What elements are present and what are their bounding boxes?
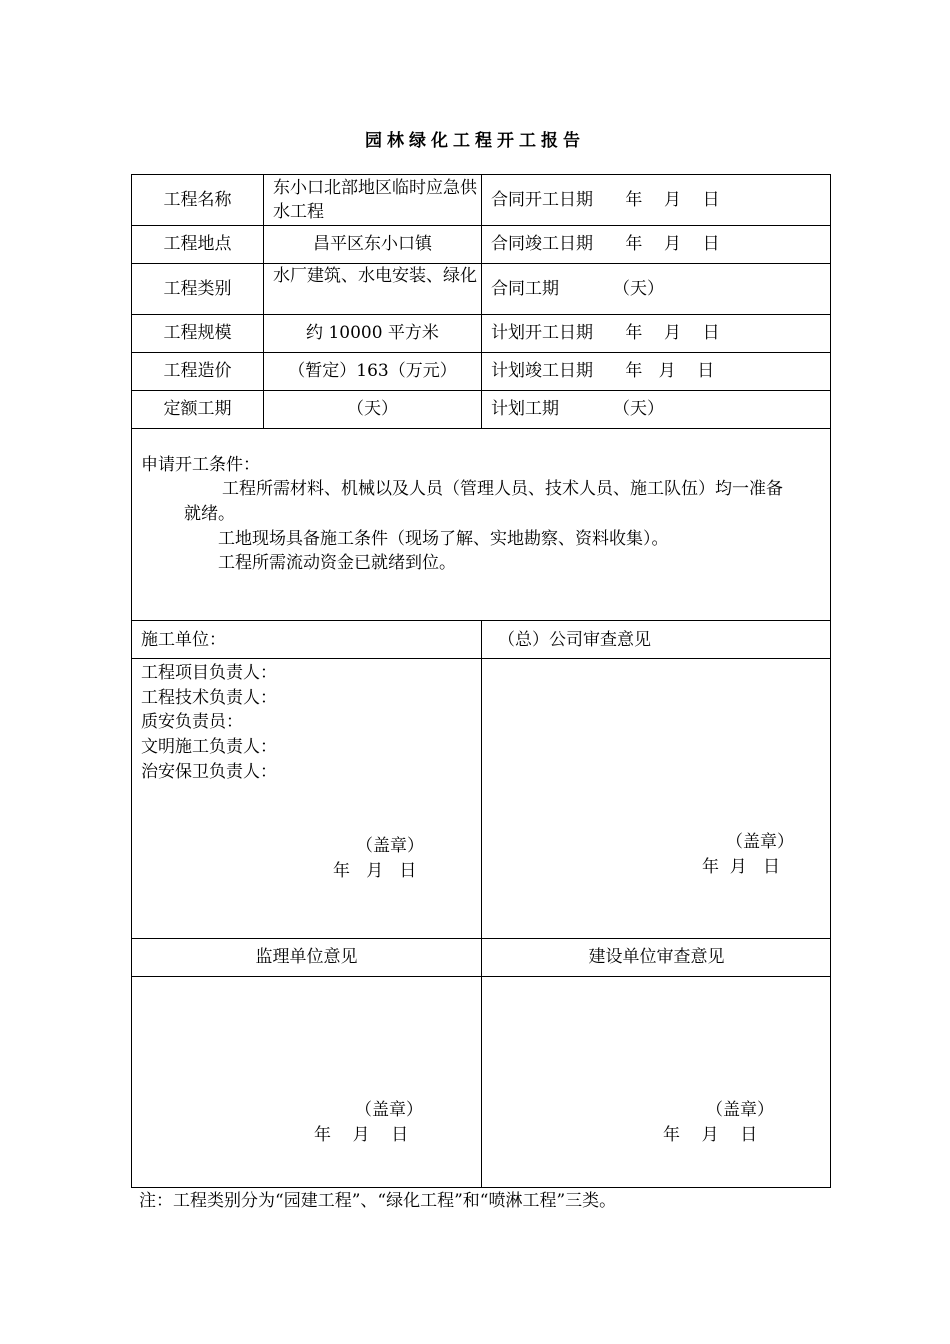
label-project-name: 工程名称 <box>163 190 232 210</box>
value-project-cost: （暂定）163（万元） <box>288 361 457 381</box>
supervision-seal: （盖章） <box>355 1100 423 1120</box>
owner-review-date: 年 月 日 <box>663 1125 758 1145</box>
conditions-heading: 申请开工条件： <box>141 455 260 475</box>
contract-start-date: 合同开工日期 年 月 日 <box>491 190 720 210</box>
value-project-location: 昌平区东小口镇 <box>313 234 432 254</box>
label-project-cost: 工程造价 <box>163 361 232 381</box>
company-review-date: 年 月 日 <box>702 857 781 877</box>
owner-review-seal: （盖章） <box>706 1100 774 1120</box>
civilized-construction-field: 文明施工负责人： <box>141 737 277 757</box>
label-project-scale: 工程规模 <box>163 323 232 343</box>
condition-materials-cont: 就绪。 <box>184 504 235 524</box>
condition-site: 工地现场具备施工条件（现场了解、实地勘察、资料收集）。 <box>218 529 669 549</box>
technical-lead-field: 工程技术负责人： <box>141 688 277 708</box>
report-form-table <box>131 174 831 1188</box>
condition-funds: 工程所需流动资金已就绪到位。 <box>218 553 456 573</box>
row-divider <box>132 428 830 429</box>
security-field: 治安保卫负责人： <box>141 762 277 782</box>
quality-safety-field: 质安负责员： <box>141 712 243 732</box>
contract-duration: 合同工期 （天） <box>491 279 665 299</box>
value-project-scale: 约 10000 平方米 <box>306 323 439 343</box>
value-project-category: 水厂建筑、水电安装、绿化 <box>273 266 477 286</box>
col-divider <box>481 175 482 428</box>
company-review-seal: （盖章） <box>726 832 794 852</box>
value-project-name: 东小口北部地区临时应急供水工程 <box>273 178 477 222</box>
company-review-header: （总）公司审查意见 <box>498 630 651 650</box>
col-divider <box>481 620 482 1188</box>
page-title: 园林绿化工程开工报告 <box>365 131 585 151</box>
footnote: 注：工程类别分为“园建工程”、“绿化工程”和“喷淋工程”三类。 <box>139 1191 617 1211</box>
col-divider <box>263 175 264 428</box>
supervision-header: 监理单位意见 <box>255 947 358 967</box>
construction-unit-seal: （盖章） <box>356 836 424 856</box>
supervision-date: 年 月 日 <box>314 1125 409 1145</box>
contract-completion-date: 合同竣工日期 年 月 日 <box>491 234 720 254</box>
owner-review-header: 建设单位审查意见 <box>588 947 725 967</box>
planned-start-date: 计划开工日期 年 月 日 <box>491 323 720 343</box>
planned-duration: 计划工期 （天） <box>491 399 665 419</box>
construction-unit-date: 年 月 日 <box>333 861 417 881</box>
value-quota-period: （天） <box>347 399 398 419</box>
condition-materials: 工程所需材料、机械以及人员（管理人员、技术人员、施工队伍）均一准备 <box>222 479 783 499</box>
project-manager-field: 工程项目负责人： <box>141 663 277 683</box>
construction-unit-header: 施工单位： <box>141 630 226 650</box>
label-project-category: 工程类别 <box>163 279 232 299</box>
label-quota-period: 定额工期 <box>163 399 232 419</box>
label-project-location: 工程地点 <box>163 234 232 254</box>
planned-completion-date: 计划竣工日期 年 月 日 <box>491 361 715 381</box>
